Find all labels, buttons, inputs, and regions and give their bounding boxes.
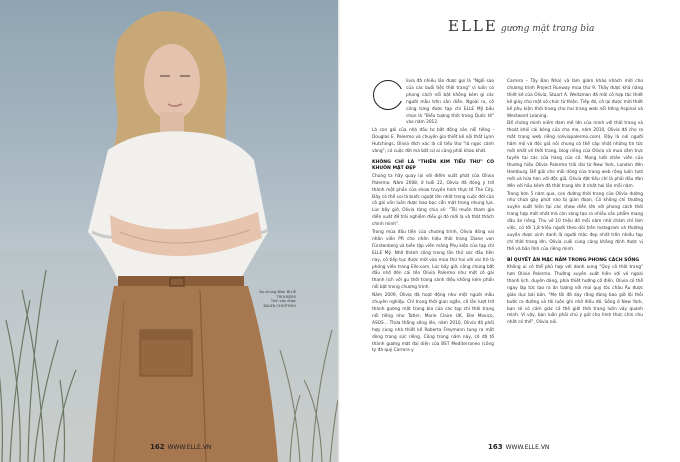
paragraph: Trong hơn 5 năm qua, con đường thời trang của Olivia dường như chưa gây phút nào bị gián đoạn. Có không chỉ thường xuyên xuất hiện tại các show diễn lớn với phong cách thời trang hợp mốt nhất mà còn sáng tạo ra nhiều sản phẩm mang dấu ấn riêng. Thu về 10 triệu đô mỗi năm nhờ chăm chỉ làm việc, có tới 1,8 triệu người theo dõi trên Instagram và thường xuyên được vinh danh là người mặc đẹp nhất trên nhiều tạp chí thời trang lớn, Olivia cuối cùng cũng khẳng định được vị thế và bản lĩnh của riêng mình. xyxy=(507,191,643,252)
credit-line: TROUSERS xyxy=(276,294,296,299)
page-number: 163 xyxy=(488,443,503,451)
article-column-2 xyxy=(507,79,643,328)
brand-logo: ELLE xyxy=(448,17,498,35)
site-label: WWW.ELLE.VN xyxy=(167,444,212,451)
credit-line: Tinh váy được xyxy=(270,299,296,304)
site-label: WWW.ELLE.VN xyxy=(505,444,550,451)
credit-line: Áo nhung Blair BLUE xyxy=(259,290,296,294)
paragraph: Để chứng minh niềm đam mê lớn của mình với thời trang và thoát khỏi cái bóng của cha mẹ, năm 2010, Olivia đã cho ra mắt trang web riêng (oliviapalermo.com). Đây là nơi người hâm mộ và độc giả nói chung có thể cập nhật những tin tức mới nhất về thời trang, blog riêng của Olivia và mua sắm trực tuyến tại các cửa hàng của cô. Mạng lưới nhân viên của thương hiệu Olivia Palermo trải dài từ New York, London đến Hamburg. Để giải cho mỗi dòng của trang web rộng luôn tươi mới và hứa hẹn với độc giả, Olivia đặt tiêu chí là phải đầu đàn đến với hầu kênh đã thời trang lớn ít nhất hai lần mỗi năm. xyxy=(507,121,643,189)
subheading: BÍ QUYẾT ĂN MẶC NẰM TRONG PHONG CÁCH SỐNG xyxy=(507,257,640,263)
subheading: KHÔNG CHỈ LÀ "THIÊN KIM TIỂU THƯ" CÓ KHUÔN MẶT ĐẸP xyxy=(372,159,494,172)
page-number: 162 xyxy=(150,443,165,451)
paragraph: Là con gái của nhà đầu tư bất động sản nổi tiếng - Douglas E. Palermo và chuyên gia thiết kế nội thất Lynn Hutchings, Olivia đích xác là cô tiểu thư "lá ngọc cành vàng", có cuộc đời mà bất cứ ai cũng phải khao khát. xyxy=(372,128,494,155)
paragraph: Trong mùa đầu tiên của chương trình, Olivia đóng vai nhân viên PR cho nhãn hiệu thời trang Diane von Fürstenberg và biên tập viên mảng Phụ kiện của tạp chí ELLE Mỹ. Nhờ thành công trong lần thử sức đầu tiên này, cô tiếp tục được mời vào mùa thứ hai với vai trò là phóng viên trang Elle.com. Lúc bấy giờ, công chúng bắt đầu nhớ đến cái tên Olivia Palermo như một cô gái thanh lịch với gu thời trang sành điệu không kém phần nổi bật trong chương trình. xyxy=(372,230,494,291)
folio-left xyxy=(150,443,211,451)
article-column-1 xyxy=(372,79,494,356)
cover-photo xyxy=(0,0,338,462)
photo-credit xyxy=(236,290,296,308)
paragraph: livia đã nhiều lần được gọi là "Ngôi sao của các buổi tiệc thời trang" vì luôn có phong cách nổi bật không kém gì các người mẫu trên sàn diễn. Ngoài ra, cô cũng từng được tạp chí ELLE Mỹ bầu chọn là "Biểu tượng thời trang Quốc tế" vào năm 2012. xyxy=(406,79,494,126)
model-illustration xyxy=(0,0,338,462)
section-title: gương mặt trang bìa xyxy=(500,24,595,34)
paragraph: Carrera – Tây Ban Nha) và làm giám khảo khách mời cho chương trình Project Runway mùa thứ 9. Thấy được khả năng thiết kế của Olivia, Stuart A. Weitzman đã mời cô hợp tác thiết kế giày cho một số chức từ thiện. Tiếp đó, cô lại được mời thiết kế phụ kiện thời trang cho hai trang web nổi tiếng Aspinal và Westward Leaning. xyxy=(507,79,643,119)
folio-right xyxy=(488,443,549,451)
credit-line: BALEN CHOITHOU xyxy=(263,303,296,308)
paragraph: Chúng ta hãy quay lại với điểm xuất phát của Olivia Palermo. Năm 2008, ở tuổi 22, Olivia đã đóng ý trở thành một phần của show truyền hình thực tế The City. Đây có thể coi là bước ngoặt lớn nhất trong cuộc đời của cô gái vốn luôn được bao bọc cẩn mật trong nhung lụa. Lúc bấy giờ, Olivia từng chia sẻ: "Tôi muốn tham gia diễn xuất để trải nghiệm điều gì đó mới lạ và thật thách chính mình". xyxy=(372,173,494,228)
paragraph: Năm 2009, Olivia đã hoạt động như một người mẫu chuyên nghiệp. Chỉ trong thời gian ngắn, cô lần lượt trở thành gương mặt trang bìa của các tạp chí thời trang nổi tiếng như Tatler, Marie Claire UK, Elle Mexico, ASOS... Thừa thắng xông lên, năm 2010, Olivia đã phối hợp cùng nhà thiết kế Roberta Freymann tung ra một dòng trang sức riêng. Cũng trong năm này, cô đã tổ thành gương mặt đại diện của BST Mediterraneo (công ty đá quý Carrera y xyxy=(372,293,494,354)
section-header xyxy=(448,16,594,35)
paragraph: Không ai có thể phủ hợp với danh xưng "Quý cô thời trang" hơn Olivia Palermo. Thường xuyên xuất hiện với vẻ ngoài thanh lịch, duyên dáng, phía thiết hướng cổ điển, Olivia có thể ngay lập tức tạo ra ấn tượng với mọi quý tóc chậu Âu được giáo dục bài bản. "Mẹ tôi đã dạy rằng đừng bao giờ lôi thôi bước ra đường và tôi luôn ghi nhớ điều đó. Sống ở New York, bạn sẽ có cảm giác cả thế giới thời trang luôn vây quanh mình. Vì vậy, bạn luôn phải chú ý giữ cho hình thức chìn chu nhất có thể", Olivia nói. xyxy=(507,265,643,326)
